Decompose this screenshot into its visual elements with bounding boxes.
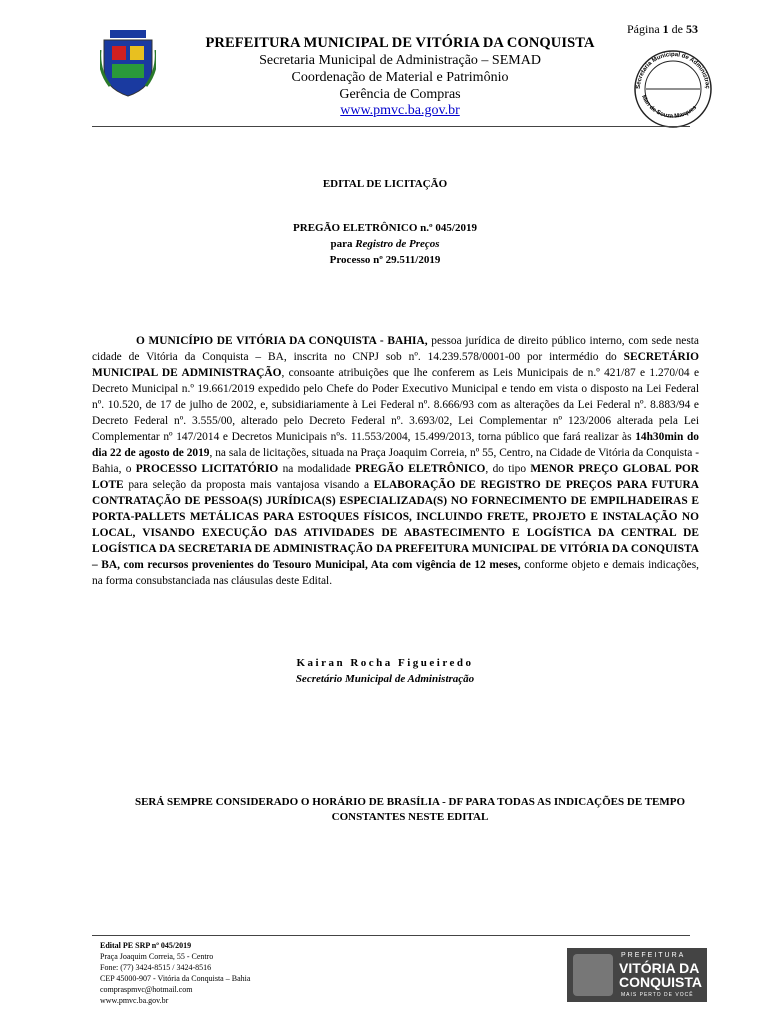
- logo-line1: VITÓRIA DA: [619, 960, 700, 976]
- signature-block: [0, 655, 770, 687]
- logo-slogan: MAIS PERTO DE VOCÊ: [621, 992, 694, 998]
- body-text-4: na modalidade: [278, 463, 356, 475]
- body-datetime: 14h30min do dia 22 de agosto de 2019: [92, 431, 699, 459]
- logo-name: [619, 961, 702, 989]
- footer-cep: CEP 45000-907 - Vitória da Conquista – Bahia: [100, 974, 251, 983]
- pregao-number: PREGÃO ELETRÔNICO n.º 045/2019: [293, 222, 477, 234]
- header-secretaria: Secretaria Municipal de Administração – SEMAD: [259, 53, 541, 68]
- stamp-top-text: Secretaria Municipal de Administraç: [635, 51, 711, 90]
- svg-text:Man de Souza Marques: [640, 94, 699, 119]
- edital-body-paragraph: [92, 333, 699, 589]
- stamp-bottom-text: Man de Souza Marques: [640, 94, 699, 120]
- page-total: 53: [686, 22, 698, 36]
- page-number: [627, 22, 698, 37]
- footer-address: [100, 940, 250, 1006]
- letterhead: [200, 35, 600, 119]
- pregao-purpose: [0, 236, 770, 252]
- page-current: 1: [662, 22, 669, 36]
- city-coat-of-arms-icon: [100, 30, 156, 98]
- prefeitura-logo: [567, 948, 707, 1002]
- processo-number: Processo nº 29.511/2019: [329, 254, 441, 266]
- pregao-para: para: [330, 238, 353, 250]
- footer-website: www.pmvc.ba.gov.br: [100, 996, 169, 1005]
- logo-line2: CONQUISTA: [619, 974, 702, 990]
- footer-divider: [92, 935, 690, 936]
- body-objeto: ELABORAÇÃO DE REGISTRO DE PREÇOS PARA FUTURA CONTRATAÇÃO DE PESSOA(S) JURÍDICA(S) ESPECIALIZADA(S) NO FORNECIMENTO DE EMPILHADEIRAS E PORTA-PALLETS METÁLICAS PARA ESTOQUES FÍSICOS, INCLUINDO FRETE, PROJETO E INSTALAÇÃO NO LOCAL, VISANDO EXECUÇÃO DAS ATIVIDADES DE ABASTECIMENTO E LOGÍSTICA DA CENTRAL DE LOGÍSTICA DA SECRETARIA DE ADMINISTRAÇÃO DA PREFEITURA MUNICIPAL DE VITÓRIA DA CONQUISTA – BA, com recursos provenientes do Tesouro Municipal, Ata com vigência de 12 meses,: [92, 479, 699, 571]
- pregao-registro: Registro de Preços: [355, 238, 440, 250]
- footer-email: compraspmvc@hotmail.com: [100, 985, 193, 994]
- body-text-5: , do tipo: [485, 463, 531, 475]
- body-text-7: conforme objeto e demais indicações, na forma consubstanciada nas cláusulas deste Edital.: [92, 559, 699, 587]
- signatory-role: Secretário Municipal de Administração: [295, 673, 475, 685]
- body-text-2: , consoante atribuições que lhe conferem as Leis Municipais de n.º 421/87 e 1.270/04 e Decreto Municipal n.º 19.661/2019 expedido pelo Chefe do Poder Executivo Municipal e tendo em vista o disposto na Lei Federal nº. 10.520, de 17 de julho de 2002, e, subsidiariamente à Lei Federal nº. 8.666/93 com as alterações da Lei Federal nº. 8.883/94 e Decreto Federal nº. 3.555/00, alterado pelo Decreto Federal nº. 3.693/02, Lei Complementar nº 123/2006 alterada pela Lei Complementar nº 147/2014 e Decretos Municipais nºs. 11.553/2004, 15.499/2013, torna público que fará realizar às: [92, 367, 700, 443]
- body-modalidade: PREGÃO ELETRÔNICO: [355, 463, 486, 475]
- body-text-6: para seleção da proposta mais vantajosa visando a: [123, 479, 374, 491]
- body-text-3: , na sala de licitações, situada na Praça Joaquim Correia, nº 55, Centro, na Cidade de Vitória da Conquista - Bahia, o: [92, 447, 699, 475]
- page-label: Página: [627, 22, 660, 36]
- body-municipio: O MUNICÍPIO DE VITÓRIA DA CONQUISTA - BAHIA,: [136, 335, 428, 347]
- footer-street: Praça Joaquim Correia, 55 - Centro: [100, 952, 214, 961]
- body-tipo: MENOR PREÇO GLOBAL POR LOTE: [92, 463, 700, 491]
- footer-edital: Edital PE SRP nº 045/2019: [100, 941, 192, 950]
- page-of: de: [671, 22, 683, 36]
- header-coordenacao: Coordenação de Material e Patrimônio: [291, 70, 509, 85]
- document-heading: EDITAL DE LICITAÇÃO: [322, 178, 448, 190]
- body-text-1: pessoa jurídica de direito público interno, com sede nesta cidade de Vitória da Conquista – BA, inscrita no CNPJ sob nº. 14.239.578/0001-00 por intermédio do: [92, 335, 699, 363]
- pregao-block: [0, 220, 770, 268]
- footer-phone: Fone: (77) 3424-8515 / 3424-8516: [100, 963, 212, 972]
- logo-top: PREFEITURA: [621, 952, 686, 959]
- header-title: PREFEITURA MUNICIPAL DE VITÓRIA DA CONQUISTA: [205, 35, 595, 51]
- timezone-notice: SERÁ SEMPRE CONSIDERADO O HORÁRIO DE BRASÍLIA - DF PARA TODAS AS INDICAÇÕES DE TEMPO CONSTANTES NESTE EDITAL: [134, 796, 686, 823]
- official-stamp-icon: [632, 48, 714, 130]
- header-divider: [92, 126, 690, 127]
- header-gerencia: Gerência de Compras: [339, 87, 461, 102]
- body-processo: PROCESSO LICITATÓRIO: [135, 463, 279, 475]
- signatory-name: Kairan Rocha Figueiredo: [296, 657, 474, 669]
- body-secretario: SECRETÁRIO MUNICIPAL DE ADMINISTRAÇÃO: [92, 351, 699, 379]
- logo-emblem-icon: [573, 954, 613, 996]
- header-website-link[interactable]: www.pmvc.ba.gov.br: [340, 103, 460, 118]
- svg-text:Secretaria Municipal de Admini: [632, 48, 710, 90]
